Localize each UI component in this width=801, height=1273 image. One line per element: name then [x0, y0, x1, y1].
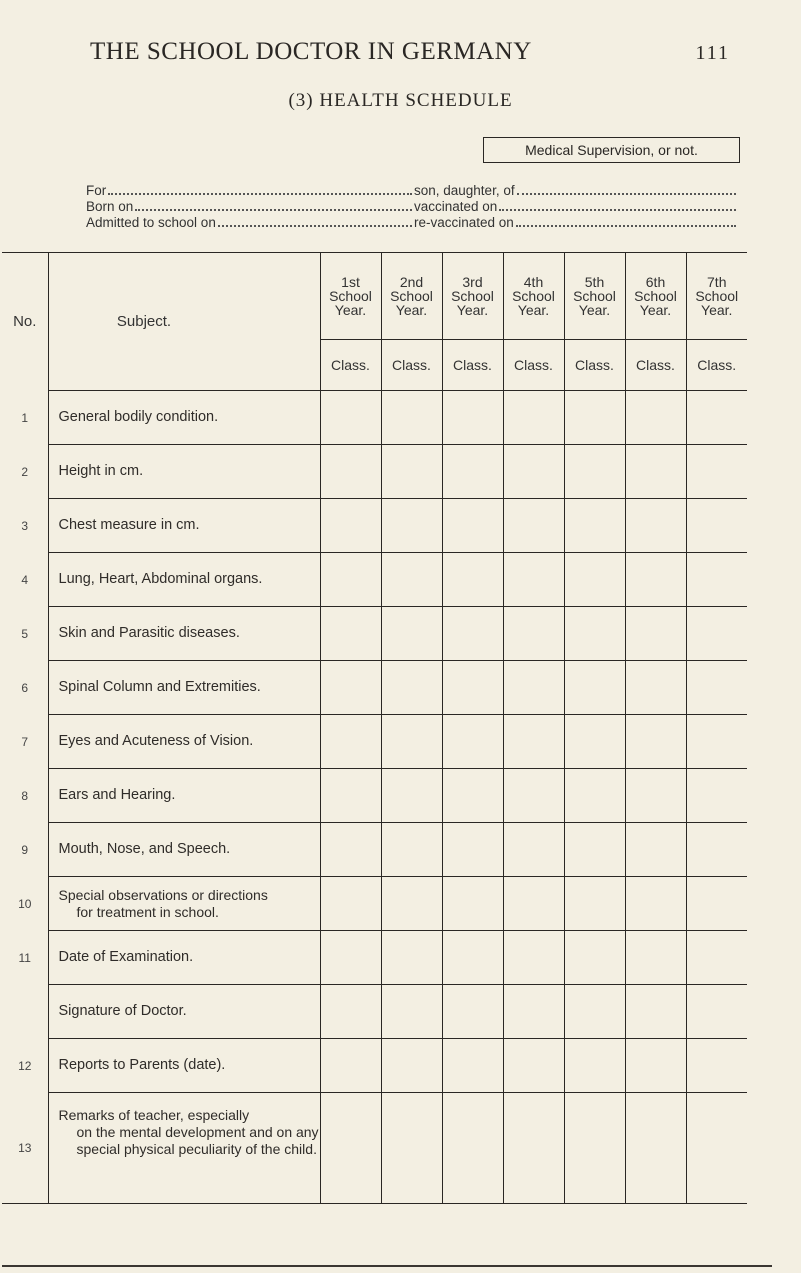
year-cell [381, 985, 442, 1039]
year-cell [442, 823, 503, 877]
year-cell [564, 715, 625, 769]
medical-supervision-box: Medical Supervision, or not. [483, 137, 740, 163]
year-cell [503, 661, 564, 715]
year-cell [625, 607, 686, 661]
year-cell [320, 391, 381, 445]
year-cell [442, 445, 503, 499]
year-cell [320, 823, 381, 877]
health-schedule-table [2, 252, 747, 1204]
row-subject [48, 499, 320, 553]
year-cell [564, 769, 625, 823]
row-number: 1 [21, 410, 29, 425]
year-cell [686, 1093, 747, 1204]
row-subject [48, 715, 320, 769]
subject-text: Lung, Heart, Abdominal organs. [58, 571, 263, 587]
year-cell [686, 877, 747, 931]
row-number: 8 [21, 788, 29, 803]
row-number [2, 985, 48, 1039]
year-cell [564, 931, 625, 985]
year-cell [564, 391, 625, 445]
year-cell [442, 877, 503, 931]
page-number: 111 [695, 42, 730, 64]
year-cell [442, 553, 503, 607]
row-number: 13 [2, 1093, 48, 1204]
row-subject [48, 1093, 320, 1204]
year-cell [564, 553, 625, 607]
header-class-1: Class. [320, 340, 381, 391]
son-daughter-label: son, daughter, of [414, 183, 515, 198]
year-cell [625, 715, 686, 769]
for-label: For [86, 183, 107, 198]
table-row [2, 715, 747, 769]
year-cell [686, 445, 747, 499]
table-row [2, 823, 747, 877]
year-cell [625, 553, 686, 607]
year-cell [381, 391, 442, 445]
row-number: 10 [18, 896, 32, 911]
row-number: 3 [21, 518, 29, 533]
year-cell [320, 1039, 381, 1093]
year-cell [503, 1093, 564, 1204]
year-cell [625, 985, 686, 1039]
year-cell [442, 607, 503, 661]
table-row [2, 607, 747, 661]
fill-row [86, 215, 738, 231]
header-class-6: Class. [625, 340, 686, 391]
header-subject: Subject. [48, 253, 320, 391]
year-cell [381, 715, 442, 769]
year-cell [320, 553, 381, 607]
year-cell [625, 931, 686, 985]
subject-text: Special observations or directions [58, 886, 268, 903]
year-cell [503, 607, 564, 661]
table-row [2, 553, 747, 607]
row-subject [48, 445, 320, 499]
year-cell [381, 661, 442, 715]
year-cell [442, 499, 503, 553]
subject-text: Reports to Parents (date). [58, 1057, 226, 1073]
row-number: 11 [18, 950, 31, 965]
year-cell [320, 769, 381, 823]
table-row [2, 769, 747, 823]
year-cell [442, 715, 503, 769]
year-cell [320, 985, 381, 1039]
year-cell [625, 499, 686, 553]
subject-text: Chest measure in cm. [58, 517, 200, 533]
row-number: 9 [21, 842, 29, 857]
header-year-4: 4th School Year. [503, 253, 564, 340]
fill-row [86, 199, 738, 215]
year-cell [442, 931, 503, 985]
subject-text: Eyes and Acuteness of Vision. [58, 733, 254, 749]
book-title: THE SCHOOL DOCTOR IN GERMANY [90, 38, 532, 65]
row-number: 5 [21, 626, 29, 641]
table-row [2, 877, 747, 931]
row-subject [48, 823, 320, 877]
year-cell [381, 1093, 442, 1204]
year-cell [625, 1093, 686, 1204]
subject-text: Ears and Hearing. [58, 787, 176, 803]
header-year-1: 1st School Year. [320, 253, 381, 340]
row-subject [48, 607, 320, 661]
row-number: 6 [21, 680, 29, 695]
year-cell [320, 877, 381, 931]
year-cell [381, 769, 442, 823]
subject-text: Date of Examination. [58, 949, 194, 965]
year-cell [320, 931, 381, 985]
header-class-4: Class. [503, 340, 564, 391]
header-class-5: Class. [564, 340, 625, 391]
subject-text: Spinal Column and Extremities. [58, 679, 261, 695]
header-year-5: 5th School Year. [564, 253, 625, 340]
table-row [2, 391, 747, 445]
bottom-rule [2, 1265, 772, 1267]
year-cell [686, 391, 747, 445]
subject-text: Skin and Parasitic diseases. [58, 625, 240, 641]
year-cell [320, 715, 381, 769]
row-subject [48, 661, 320, 715]
year-cell [381, 823, 442, 877]
year-cell [503, 553, 564, 607]
subject-text: Remarks of teacher, especially [58, 1107, 250, 1123]
year-cell [686, 931, 747, 985]
year-cell [503, 1039, 564, 1093]
table-row [2, 985, 747, 1039]
year-cell [625, 445, 686, 499]
year-cell [625, 661, 686, 715]
year-cell [503, 877, 564, 931]
table-row [2, 445, 747, 499]
year-cell [320, 499, 381, 553]
subject-text-cont: on the mental development and on any special physical peculiarity of the child. [76, 1124, 319, 1157]
year-cell [381, 931, 442, 985]
vaccinated-label: vaccinated on [414, 199, 498, 214]
year-cell [564, 1093, 625, 1204]
header-no: No. [2, 253, 48, 391]
personal-details-lines [86, 183, 738, 231]
subject-text: Height in cm. [58, 463, 144, 479]
row-number: 4 [21, 572, 29, 587]
year-cell [503, 445, 564, 499]
table-row [2, 1039, 747, 1093]
year-cell [320, 445, 381, 499]
year-cell [381, 607, 442, 661]
year-cell [564, 1039, 625, 1093]
subject-text: General bodily condition. [58, 409, 219, 425]
running-head [90, 38, 730, 66]
header-class-2: Class. [381, 340, 442, 391]
year-cell [564, 985, 625, 1039]
year-cell [442, 391, 503, 445]
year-cell [686, 661, 747, 715]
year-cell [381, 877, 442, 931]
year-cell [686, 499, 747, 553]
row-subject [48, 553, 320, 607]
year-cell [442, 769, 503, 823]
year-cell [503, 499, 564, 553]
header-year-2: 2nd School Year. [381, 253, 442, 340]
year-cell [442, 661, 503, 715]
year-cell [564, 877, 625, 931]
table-row [2, 931, 747, 985]
year-cell [625, 1039, 686, 1093]
born-on-label: Born on [86, 199, 134, 214]
row-subject [48, 1039, 320, 1093]
year-cell [686, 1039, 747, 1093]
row-subject [48, 985, 320, 1039]
year-cell [686, 823, 747, 877]
year-cell [320, 661, 381, 715]
year-cell [381, 1039, 442, 1093]
year-cell [625, 769, 686, 823]
year-cell [686, 607, 747, 661]
header-year-3: 3rd School Year. [442, 253, 503, 340]
year-cell [442, 985, 503, 1039]
subject-text: Signature of Doctor. [58, 1003, 187, 1019]
year-cell [564, 607, 625, 661]
header-year-7: 7th School Year. [686, 253, 747, 340]
year-cell [320, 1093, 381, 1204]
row-number: 2 [21, 464, 29, 479]
subject-text: Mouth, Nose, and Speech. [58, 841, 231, 857]
table-row [2, 499, 747, 553]
year-cell [564, 823, 625, 877]
year-cell [503, 823, 564, 877]
admitted-label: Admitted to school on [86, 215, 216, 230]
row-subject [48, 877, 320, 931]
year-cell [686, 715, 747, 769]
year-cell [503, 931, 564, 985]
year-cell [381, 553, 442, 607]
year-cell [625, 391, 686, 445]
row-number: 7 [21, 734, 29, 749]
row-number: 12 [18, 1058, 32, 1073]
year-cell [442, 1093, 503, 1204]
table-row [2, 661, 747, 715]
row-subject [48, 931, 320, 985]
year-cell [625, 823, 686, 877]
year-cell [564, 661, 625, 715]
fill-row [86, 183, 738, 199]
year-cell [503, 715, 564, 769]
year-cell [503, 769, 564, 823]
year-cell [503, 985, 564, 1039]
row-subject [48, 769, 320, 823]
subject-text-cont: for treatment in school. [76, 903, 219, 920]
year-cell [320, 607, 381, 661]
year-cell [564, 445, 625, 499]
year-cell [564, 499, 625, 553]
header-class-7: Class. [686, 340, 747, 391]
header-year-6: 6th School Year. [625, 253, 686, 340]
year-cell [625, 877, 686, 931]
table-row [2, 1093, 747, 1204]
schedule-title: (3) HEALTH SCHEDULE [288, 90, 513, 111]
year-cell [503, 391, 564, 445]
year-cell [381, 499, 442, 553]
year-cell [381, 445, 442, 499]
revaccinated-label: re-vaccinated on [414, 215, 514, 230]
year-cell [442, 1039, 503, 1093]
year-cell [686, 553, 747, 607]
year-cell [686, 769, 747, 823]
header-class-3: Class. [442, 340, 503, 391]
row-subject [48, 391, 320, 445]
year-cell [686, 985, 747, 1039]
